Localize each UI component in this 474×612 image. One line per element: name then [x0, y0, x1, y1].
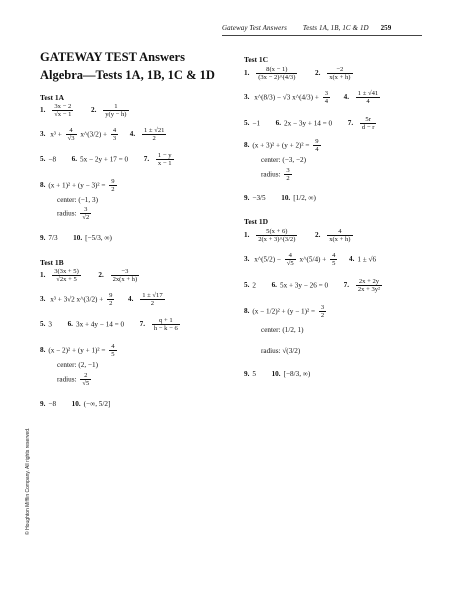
numerator: 4 — [285, 252, 296, 260]
answer-number: 5. — [40, 320, 46, 329]
answer-number: 9. — [244, 370, 250, 378]
numerator: 4 — [66, 127, 77, 135]
answer-2-fraction — [327, 66, 352, 82]
numerator: 4 — [112, 127, 117, 134]
radius-fraction — [80, 206, 91, 222]
answer-8-equation: (x − 2)² + (y + 1)² = — [48, 346, 106, 355]
answer-number: 8. — [40, 346, 46, 355]
header-right: Tests 1A, 1B, 1C & 1D — [302, 24, 369, 32]
answer-8-equation: (x + 1)² + (y − 3)² = — [48, 181, 106, 190]
radius-label: radius: — [261, 347, 281, 355]
answer-number: 1. — [40, 271, 46, 280]
test-1b-answers-3-4 — [40, 292, 167, 308]
denominator: √2x + 5 — [56, 276, 77, 284]
numerator: 3 — [80, 206, 91, 214]
answer-3-text: x³ + — [50, 130, 62, 139]
answer-8-fraction — [109, 343, 116, 359]
answer-3-fraction — [323, 90, 330, 106]
denominator: (3x − 2)^(4/3) — [258, 74, 296, 82]
header-rule — [222, 35, 422, 36]
numerator: 1 ± √21 — [143, 127, 165, 134]
answer-number: 5. — [244, 119, 250, 128]
answer-5: −8 — [48, 155, 57, 164]
test-1b-radius — [57, 372, 93, 388]
answer-6: 3x + 4y − 14 = 0 — [75, 320, 125, 329]
answer-3-fraction — [107, 292, 114, 308]
answer-3-text: x³ + 3√2 x^(3/2) + — [50, 295, 104, 304]
test-1a-heading: Test 1A — [40, 93, 65, 102]
denominator: 3 — [112, 135, 117, 143]
radius-label: radius: — [57, 209, 77, 218]
numerator: 4 — [327, 228, 352, 236]
answer-7-fraction — [156, 152, 174, 168]
answer-number: 4. — [348, 255, 355, 264]
denominator: 2(x + 3)^(3/2) — [258, 236, 296, 244]
denominator: 4 — [315, 146, 319, 154]
answer-4-fraction — [356, 90, 380, 106]
test-1a-answers-3-4 — [40, 127, 168, 143]
answer-10: [−8/3, ∞) — [283, 370, 311, 378]
answer-10: [−5/3, ∞) — [85, 234, 112, 242]
answer-number: 1. — [244, 231, 250, 240]
radius-label: radius: — [57, 375, 77, 384]
answer-number: 3. — [40, 295, 46, 304]
numerator: 1 − y — [157, 152, 172, 159]
test-1a-answers-5-7 — [40, 152, 176, 168]
denominator: 4 — [366, 98, 370, 106]
answer-3-fraction-b — [111, 127, 118, 143]
answer-2-fraction — [327, 228, 352, 244]
test-1a-answer-8 — [40, 178, 119, 194]
numerator: 3 — [324, 90, 328, 97]
answer-number: 7. — [143, 155, 150, 164]
answer-number: 10. — [281, 194, 291, 202]
answer-8-equation: (x − 1/2)² + (y − 1)² = — [252, 307, 316, 316]
answer-number: 1. — [40, 106, 46, 115]
denominator: x(x + h) — [329, 74, 351, 82]
denominator: √x − 1 — [54, 111, 72, 119]
answer-number: 3. — [244, 93, 250, 102]
test-1c-answer-8 — [244, 138, 323, 154]
answer-8-equation: (x + 3)² + (y + 2)² = — [252, 141, 310, 150]
answer-number: 8. — [40, 181, 46, 190]
numerator: 5(x + 6) — [256, 228, 297, 236]
answer-7-fraction — [152, 317, 180, 333]
radius-label: radius: — [261, 170, 281, 179]
answer-10: (−∞, 5/2] — [83, 400, 111, 408]
answer-1-fraction — [52, 268, 81, 284]
answer-3-fraction-a — [66, 127, 77, 143]
answer-4-fraction — [140, 292, 164, 308]
denominator: x(x + h) — [329, 236, 351, 244]
test-1a-answers-1-2 — [40, 103, 131, 119]
test-1d-heading: Test 1D — [244, 217, 269, 226]
answer-3-text: x^(5/2) − — [254, 255, 281, 264]
answer-number: 9. — [244, 194, 250, 202]
denominator: 2 — [320, 312, 325, 320]
denominator: 5 — [332, 260, 336, 268]
answer-8-fraction — [109, 178, 116, 194]
denominator: x − 1 — [157, 160, 172, 168]
test-1c-answers-9-10 — [244, 194, 316, 202]
denominator: √5 — [286, 260, 294, 268]
test-1b-answers-9-10 — [40, 400, 110, 408]
copyright-notice: © Houghton Mifflin Company. All rights reserved. — [25, 427, 31, 535]
answer-8-fraction — [313, 138, 320, 154]
answer-3-text-b: x^(5/4) + — [299, 255, 327, 264]
test-1b-answers-1-2 — [40, 268, 141, 284]
answer-2-fraction — [111, 268, 140, 284]
radius-value: √(3/2) — [282, 347, 301, 355]
answer-9: 7/3 — [48, 234, 58, 242]
numerator: 3 — [320, 304, 325, 311]
header-left: Gateway Test Answers — [222, 24, 288, 32]
test-1d-answer-8 — [244, 304, 328, 320]
answer-number: 4. — [343, 93, 349, 102]
numerator: 2x + 2y — [356, 278, 382, 286]
denominator: 2x + 3y² — [357, 286, 381, 294]
answer-number: 10. — [73, 234, 83, 242]
answer-number: 7. — [347, 119, 354, 128]
answer-1-fraction — [256, 66, 297, 82]
numerator: 9 — [315, 138, 319, 145]
test-1c-answers-1-2 — [244, 66, 355, 82]
answer-number: 6. — [71, 155, 78, 164]
answer-1-fraction — [256, 228, 297, 244]
answer-number: 2. — [315, 231, 321, 240]
numerator: 5r — [360, 116, 377, 124]
denominator: 2 — [286, 175, 290, 183]
answer-6: 5x + 3y − 26 = 0 — [279, 281, 329, 290]
answer-3-fraction-b — [330, 252, 337, 268]
denominator: 2 — [111, 186, 115, 194]
denominator: 2 — [150, 300, 155, 308]
test-1d-center: center: (1/2, 1) — [261, 326, 304, 334]
answer-number: 7. — [343, 281, 350, 290]
test-1d-answers-5-7 — [244, 278, 384, 294]
answer-number: 5. — [40, 155, 46, 164]
denominator: d − r — [361, 124, 375, 132]
numerator: 1 ± √41 — [357, 90, 379, 97]
test-1d-answers-9-10 — [244, 370, 310, 378]
answer-number: 9. — [40, 234, 46, 242]
answer-number: 10. — [71, 400, 81, 408]
running-header — [222, 24, 391, 32]
answer-number: 8. — [244, 307, 250, 316]
answer-4: 1 ± √6 — [357, 255, 377, 264]
denominator: 2 — [109, 300, 113, 308]
numerator: 1 — [103, 103, 128, 111]
answer-3-text: x^(8/3) − √3 x^(4/3) + — [254, 93, 319, 102]
answer-3-fraction-a — [285, 252, 296, 268]
test-1a-answers-9-10 — [40, 234, 112, 242]
test-1c-heading: Test 1C — [244, 55, 269, 64]
answer-9: −3/5 — [252, 194, 266, 202]
denominator: 5 — [111, 351, 115, 359]
test-1b-answer-8 — [40, 343, 119, 359]
answer-5: 2 — [252, 281, 256, 290]
test-1a-center: center: (−1, 3) — [57, 196, 98, 204]
test-1a-radius — [57, 206, 93, 222]
answer-number: 2. — [91, 106, 97, 115]
page-subtitle: Algebra—Tests 1A, 1B, 1C & 1D — [40, 68, 215, 82]
answer-number: 6. — [271, 281, 277, 290]
answer-8-fraction — [319, 304, 326, 320]
denominator: y(y − h) — [105, 111, 127, 119]
test-1c-radius — [261, 167, 294, 183]
numerator: 9 — [109, 292, 113, 299]
denominator: √2 — [82, 214, 90, 222]
numerator: −3 — [111, 268, 140, 276]
denominator: √5 — [82, 380, 90, 388]
numerator: 8(x − 1) — [256, 66, 297, 74]
test-1b-center: center: (2, −1) — [57, 361, 98, 369]
test-1d-answers-1-2 — [244, 228, 355, 244]
answer-6: 2x − 3y + 14 = 0 — [284, 119, 333, 128]
denominator: √3 — [67, 135, 75, 143]
test-1c-answers-3-4 — [244, 90, 382, 106]
answer-6: 5x − 2y + 17 = 0 — [80, 155, 129, 164]
answer-1-fraction — [52, 103, 73, 119]
answer-4-fraction — [142, 127, 166, 143]
answer-number: 6. — [275, 119, 282, 128]
answer-number: 2. — [98, 271, 104, 280]
numerator: −2 — [327, 66, 352, 74]
denominator: 4 — [324, 98, 328, 106]
denominator: 2 — [152, 135, 156, 143]
denominator: h − k − 6 — [153, 325, 178, 333]
answer-10: [1/2, ∞) — [293, 194, 316, 202]
page-title: GATEWAY TEST Answers — [40, 50, 185, 64]
answer-number: 2. — [315, 69, 321, 78]
answer-5: 3 — [48, 320, 52, 329]
answer-7-fraction — [356, 278, 382, 294]
numerator: q + 1 — [152, 317, 180, 325]
answer-number: 5. — [244, 281, 250, 290]
answer-number: 7. — [139, 320, 146, 329]
answer-number: 3. — [244, 255, 250, 264]
answer-number: 9. — [40, 400, 46, 408]
answer-number: 6. — [67, 320, 73, 329]
answer-2-fraction — [103, 103, 128, 119]
test-1c-answers-5-7 — [244, 116, 378, 132]
answer-number: 4. — [129, 130, 136, 139]
answer-9: −8 — [48, 400, 57, 408]
numerator: 3(3x + 5) — [54, 268, 79, 275]
numerator: 4 — [111, 343, 115, 350]
test-1b-answers-5-7 — [40, 317, 182, 333]
answer-7-fraction — [360, 116, 377, 132]
test-1d-answers-3-4 — [244, 252, 376, 268]
answer-9: 5 — [252, 370, 256, 378]
radius-fraction — [284, 167, 291, 183]
test-1d-radius — [261, 347, 300, 355]
test-1c-center: center: (−3, −2) — [261, 156, 307, 164]
numerator: 2 — [80, 372, 91, 380]
numerator: 9 — [111, 178, 115, 185]
denominator: 2x(x + h) — [112, 276, 138, 284]
answer-3-text-b: x^(3/2) + — [80, 130, 108, 139]
answer-number: 4. — [128, 295, 134, 304]
answer-number: 3. — [40, 130, 46, 139]
numerator: 4 — [332, 252, 336, 259]
answer-number: 8. — [244, 141, 250, 150]
numerator: 3x − 2 — [52, 103, 73, 111]
numerator: 3 — [286, 167, 290, 174]
answer-number: 10. — [271, 370, 281, 378]
page-number: 259 — [380, 24, 392, 32]
answer-5: −1 — [252, 119, 261, 128]
answer-number: 1. — [244, 69, 250, 78]
test-1b-heading: Test 1B — [40, 258, 64, 267]
numerator: 1 ± √17 — [142, 292, 163, 299]
radius-fraction — [80, 372, 91, 388]
